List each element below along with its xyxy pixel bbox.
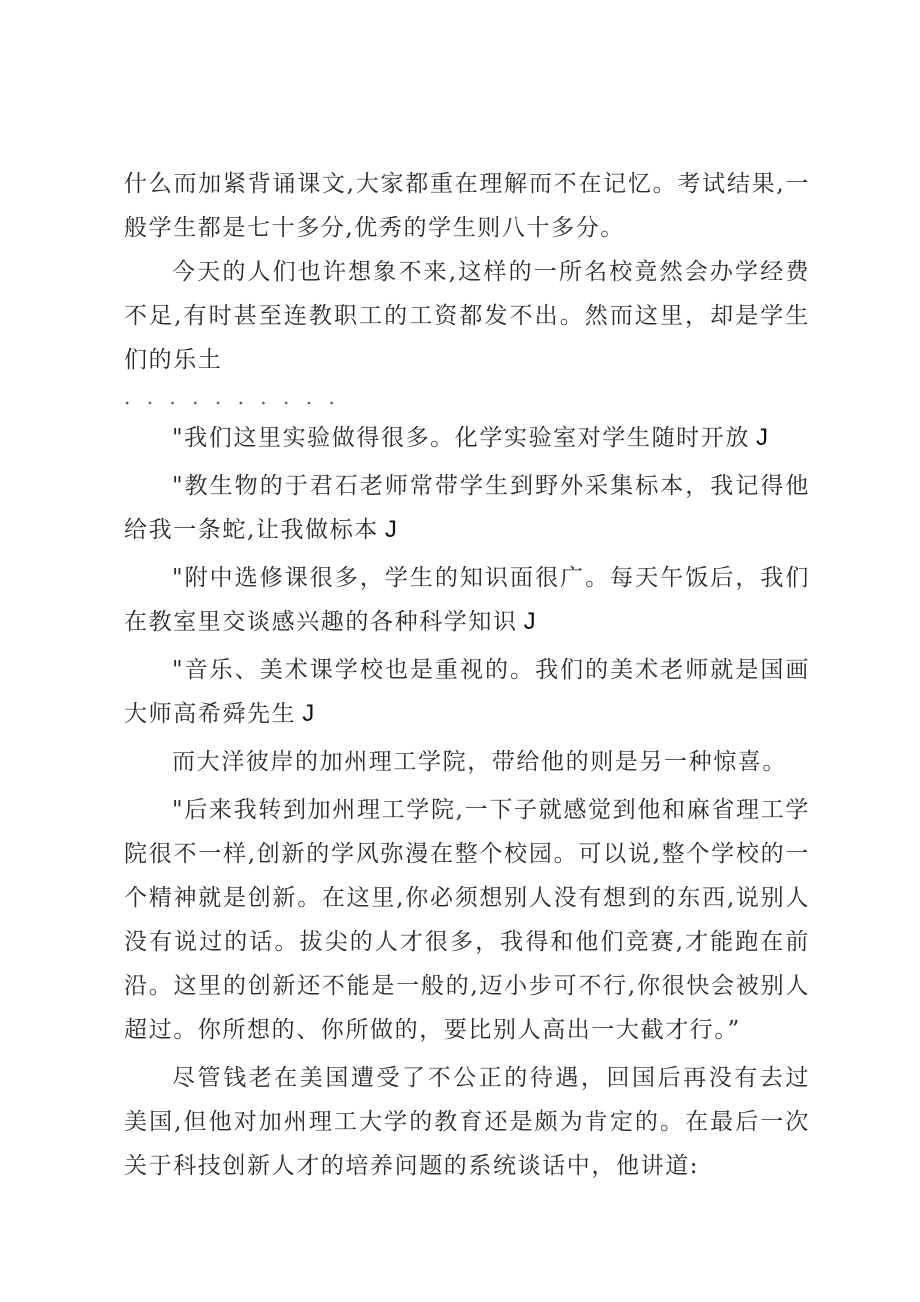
paragraph-caltech-intro: 而大洋彼岸的加州理工学院，带给他的则是另一种惊喜。	[172, 749, 787, 775]
paragraph-quote-electives	[124, 556, 810, 644]
ellipsis-line: . . . . . . . . . .	[124, 385, 340, 409]
quote-end-mark: J	[302, 700, 316, 727]
paragraph-conclusion: 尽管钱老在美国遭受了不公正的待遇，回国后再没有去过美国,但他对加州理工大学的教育还是颇为肯定的。在最后一次关于科技创新人才的培养问题的系统谈话中，他讲道:	[124, 1065, 810, 1179]
quote-text: "教生物的于君石老师常带学生到野外采集标本，我记得他给我一条蛇,让我做标本	[124, 473, 810, 543]
quote-end-mark: J	[755, 424, 770, 451]
paragraph-quote-biology	[124, 464, 810, 552]
paragraph-1: 什么而加紧背诵课文,大家都重在理解而不在记忆。考试结果,一般学生都是七十多分,优秀的学生则八十多分。	[124, 171, 810, 241]
paragraph-caltech-quote: "后来我转到加州理工学院,一下子就感觉到他和麻省理工学院很不一样,创新的学风弥漫在整个校园。可以说,整个学校的一个精神就是创新。在这里,你必须想别人没有想到的东西,说别人没有说过的话。拔尖的人才很多，我得和他们竞赛,才能跑在前沿。这里的创新还不能是一般的,迈小步可不行,你很快会被别人超过。你所想的、你所做的，要比别人高出一大截才行。”	[124, 797, 810, 1043]
paragraph-quote-lab	[124, 416, 810, 460]
quote-end-mark: J	[384, 516, 399, 543]
quote-end-mark: J	[523, 608, 538, 635]
quote-text: "我们这里实验做得很多。化学实验室对学生随时开放	[172, 425, 750, 451]
paragraph-2: 今天的人们也许想象不来,这样的一所名校竟然会办学经费不足,有时甚至连教职工的工资都发不出。然而这里，却是学生们的乐土	[124, 259, 810, 373]
quote-text: "附中选修课很多，学生的知识面很广。每天午饭后，我们在教室里交谈感兴趣的各种科学知识	[124, 565, 810, 635]
paragraph-quote-arts	[124, 648, 810, 736]
quote-text: "音乐、美术课学校也是重视的。我们的美术老师就是国画大师高希舜先生	[124, 657, 810, 727]
